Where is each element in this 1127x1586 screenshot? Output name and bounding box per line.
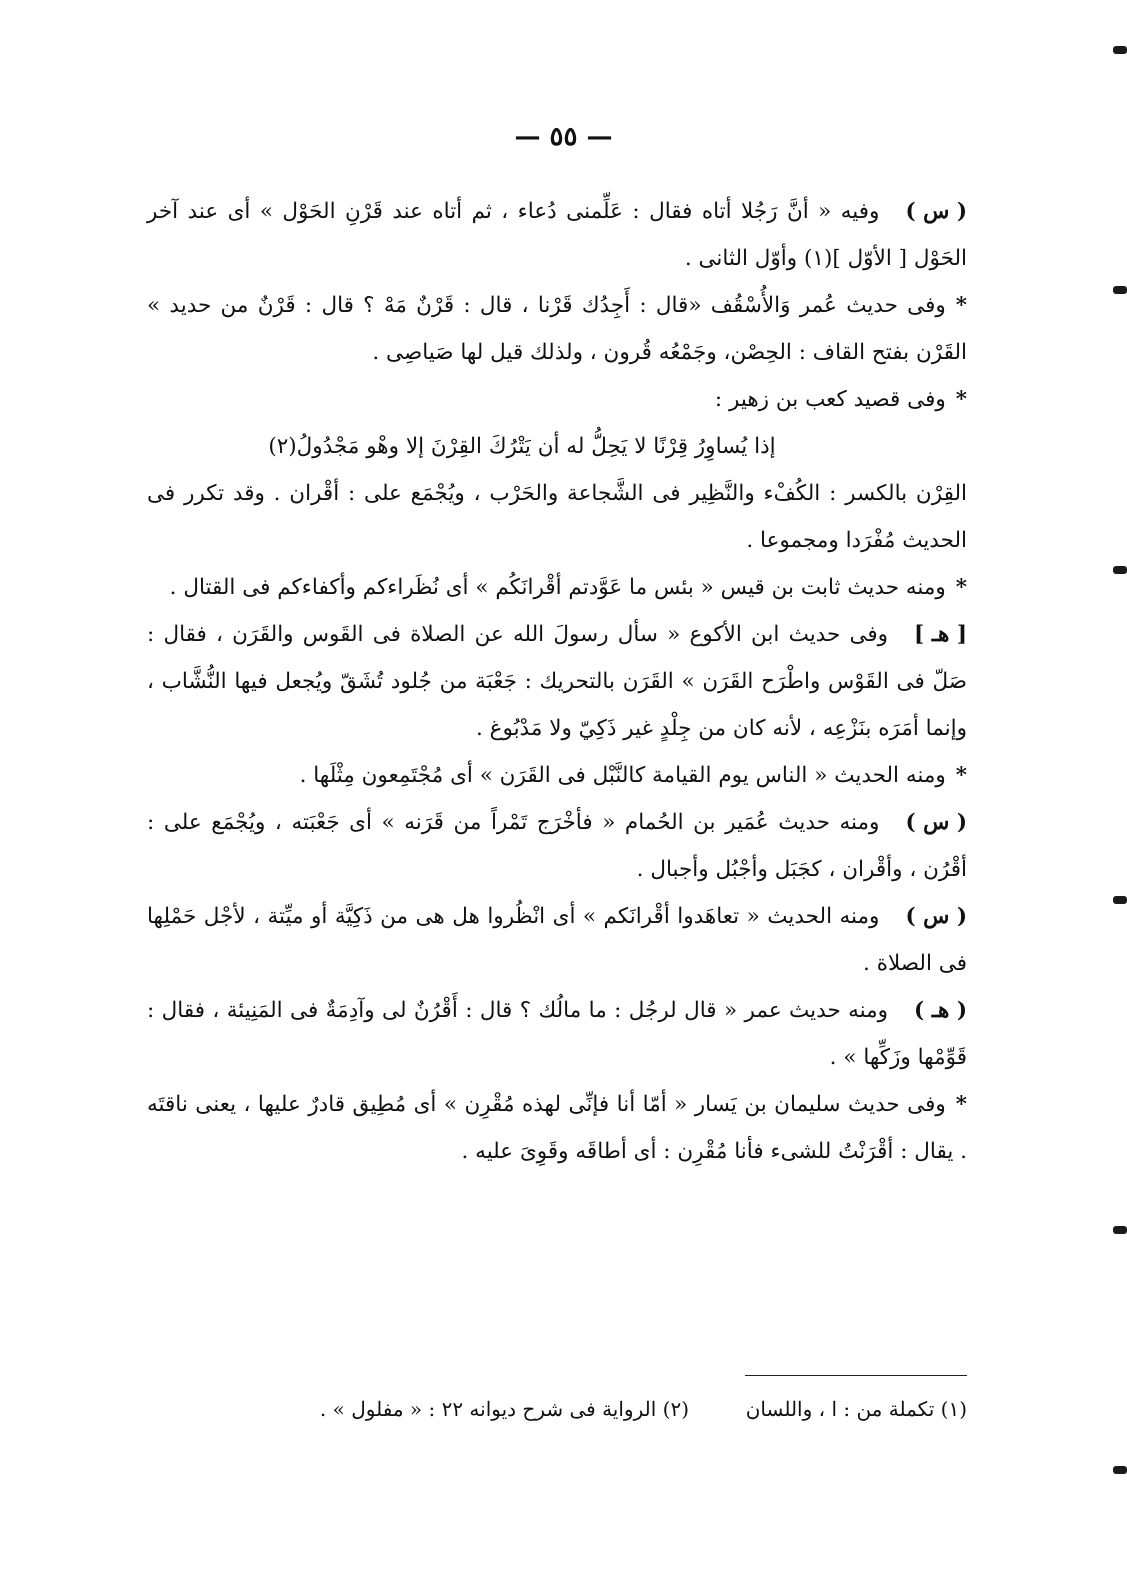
paragraph — [147, 611, 967, 752]
asterisk-marker: * — [955, 763, 967, 788]
paragraph — [147, 376, 967, 423]
paragraph-text: ومنه الحديث « الناس يوم القيامة كالنَّبْل فى القَرَن » أى مُجْتَمِعون مِثْلَها . — [299, 763, 946, 788]
paragraph — [147, 188, 967, 282]
paragraph-text: ومنه حديث عمر « قال لرجُل : ما مالُك ؟ قال : أَقْرُنٌ لى وآدِمَةٌ فى المَنِيئة ، فقال : قَوِّمْها وزَكِّها » . — [147, 998, 967, 1070]
main-text — [147, 188, 967, 1175]
paragraph-text: وفى حديث ابن الأكوع « سأل رسولَ الله عن الصلاة فى القَوس والقَرَن ، فقال : صَلّ فى القَوْس واطْرَح القَرَن » القَرَن بالتحريك : جَعْبَة من جُلود تُشَقّ ويُجعل فيها النُّشَّاب ، وإنما أمَرَه بنَزْعِه ، لأنه كان من جِلْدٍ غير ذَكِيّ ولا مَدْبُوغ . — [147, 622, 967, 741]
binding-mark — [1113, 1466, 1127, 1474]
paragraph-text: ومنه حديث عُمَير بن الحُمام « فأخْرَج تَمْراً من قَرَنه » أى جَعْبَته ، ويُجْمَع على : أقْرُن ، وأقْران ، كجَبَل وأجْبُل وأجبال . — [147, 810, 967, 882]
paragraph — [147, 564, 967, 611]
paragraph-text: وفى حديث عُمر وَالأُسْقُف «قال : أَجِدُك قَرْنا ، قال : قَرْنٌ مَهْ ؟ قال : قَرْنٌ من حديد » القَرْن بفتح القاف : الحِصْن، وجَمْعُه قُرون ، ولذلك قيل لها صَياصِى . — [147, 293, 967, 365]
paragraph-text: إذا يُساوِرُ قِرْنًا لا يَحِلُّ له أن يَتْرُكَ القِرْنَ إلا وهْو مَجْدُولُ(٢) — [268, 434, 776, 459]
page-number: — ٥٥ — — [514, 122, 613, 152]
asterisk-marker: * — [955, 575, 967, 600]
binding-mark — [1113, 46, 1127, 54]
verse-line — [147, 423, 967, 470]
paragraph — [147, 282, 967, 376]
paragraph-text: وفى قصيد كعب بن زهير : — [714, 387, 946, 412]
paragraph — [147, 799, 967, 893]
footnotes — [147, 1392, 967, 1426]
source-tag: ( هـ ) — [914, 998, 967, 1023]
source-tag: ( س ) — [905, 904, 967, 929]
source-tag: [ هـ ] — [914, 622, 967, 647]
source-tag: ( س ) — [905, 810, 967, 835]
binding-mark — [1113, 286, 1127, 294]
asterisk-marker: * — [955, 1092, 967, 1117]
paragraph-text: وفيه « أنَّ رَجُلا أتاه فقال : عَلِّمنى دُعاء ، ثم أتاه عند قَرْنِ الحَوْل » أى عند آخر الحَوْل [ الأوّل ](١) وأوّل الثانى . — [147, 199, 967, 271]
paragraph — [147, 752, 967, 799]
asterisk-marker: * — [955, 387, 967, 412]
paragraph-text: وفى حديث سليمان بن يَسار « أمّا أنا فإنِّى لهذه مُقْرِن » أى مُطِيق قادرٌ عليها ، يعنى ناقتَه . يقال : أقْرَنْتُ للشىء فأنا مُقْرِن : أى أطاقَه وقَوِىَ عليه . — [147, 1092, 967, 1164]
paragraph — [147, 470, 967, 564]
paragraph — [147, 1081, 967, 1175]
paragraph — [147, 893, 967, 987]
binding-mark — [1113, 566, 1127, 574]
footnote-divider — [745, 1375, 967, 1376]
source-tag: ( س ) — [905, 199, 967, 224]
footnote-1: (١) تكملة من : ا ، واللسان — [745, 1397, 967, 1421]
asterisk-marker: * — [955, 293, 967, 318]
paragraph-text: ومنه حديث ثابت بن قيس « بئس ما عَوَّدتم أقْرانَكُم » أى نُظَراءكم وأكفاءكم فى القتال . — [169, 575, 946, 600]
binding-mark — [1113, 896, 1127, 904]
footnote-2: (٢) الرواية فى شرح ديوانه ٢٢ : « مفلول » . — [319, 1397, 689, 1421]
paragraph — [147, 987, 967, 1081]
paragraph-text: القِرْن بالكسر : الكُفْء والنَّظِير فى الشَّجاعة والحَرْب ، ويُجْمَع على : أقْران . وقد تكرر فى الحديث مُفْرَدا ومجموعا . — [147, 481, 967, 553]
binding-mark — [1113, 1226, 1127, 1234]
paragraph-text: ومنه الحديث « تعاهَدوا أقْرانَكم » أى انْظُروا هل هى من ذَكِيَّة أو ميِّتة ، لأجْل حَمْلِها فى الصلاة . — [147, 904, 967, 976]
